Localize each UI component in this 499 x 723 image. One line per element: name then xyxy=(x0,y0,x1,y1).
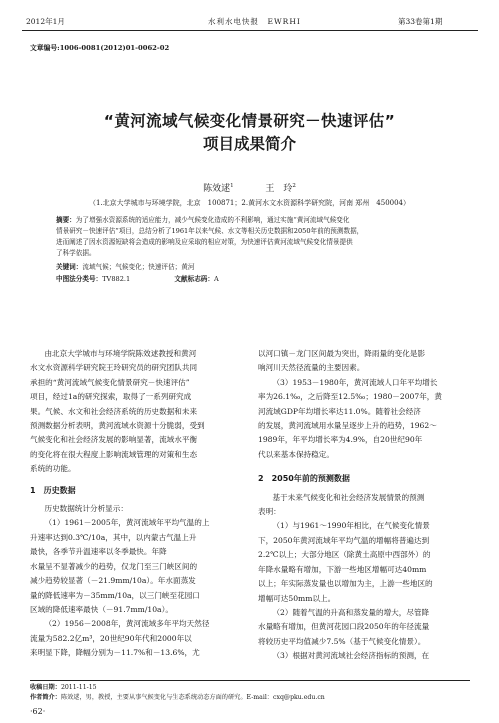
article-title-line1: “黄河流域气候变化情景研究－快速评估” xyxy=(103,112,396,130)
author-2: 王 玲 xyxy=(265,184,293,194)
text-line: （1）与1961～1990年相比，在气候变化情景 xyxy=(272,521,430,531)
text-line: 代以来基本保持稳定。 xyxy=(258,449,334,459)
page-number: ·62· xyxy=(30,707,46,716)
section-2-body xyxy=(258,491,470,664)
text-line: （2）1956－2008年，黄河流域多年平均天然径 xyxy=(44,619,210,629)
text-line: 将较历史平均值减少7.5%（基于气候变化情景）。 xyxy=(258,636,426,646)
text-line: 水量略有增加，但黄河花园口段2050年的年径流量 xyxy=(258,622,430,632)
text-line: 1989年，年平均增长率为4.9%，自20世纪90年 xyxy=(258,435,423,445)
affiliations: （1.北京大学城市与环境学院，北京 100871；2.黄河水文水资源科学研究院，河南 郑州 450004） xyxy=(88,199,411,207)
footnote-rule xyxy=(30,680,470,681)
clc-label: 中图法分类号： xyxy=(56,275,103,283)
abstract-line-4: 了科学依据。 xyxy=(56,249,96,257)
header-journal: 水利水电快报 EWRHI xyxy=(208,17,301,26)
author-1: 陈效逑 xyxy=(203,184,231,194)
text-line: 河流域GDP年均增长率达11.0%。随着社会经济 xyxy=(258,406,421,416)
text-line: 水量呈不显著减少的趋势，仅龙门至三门峡区间的 xyxy=(30,561,198,571)
abstract-label: 摘要： xyxy=(56,216,76,224)
text-line: 的变化将在很大程度上影响流域管理的对策和生态 xyxy=(30,449,198,459)
doc-code-label: 文献标志码： xyxy=(174,275,214,283)
right-paragraphs-a xyxy=(258,347,470,462)
section-2-heading: 2 2050年前的预测数据 xyxy=(258,474,350,484)
author-2-superscript: 2 xyxy=(292,183,296,189)
text-line: 流量为582.2亿m³，20世纪90年代和2000年以 xyxy=(30,633,192,643)
text-line: （3）根据对黄河流域社会经济指标的预测，在 xyxy=(272,651,430,661)
clc-value: TV882.1 xyxy=(102,275,131,283)
header-rule xyxy=(22,30,478,31)
text-line: 由北京大学城市与环境学院陈效逑教授和黄河 xyxy=(44,349,197,358)
keywords-label: 关键词： xyxy=(56,263,83,271)
text-line: 2.2℃以上；大部分地区（除黄土高原中西部外）的 xyxy=(258,550,431,560)
text-line: 项目，经过1a的研究探索，取得了一系列研究成 xyxy=(30,392,192,402)
abstract xyxy=(56,215,448,285)
header-date: 2012年1月 xyxy=(26,17,65,26)
text-line: 气候变化和社会经济发展的影响显著，流域水平衡 xyxy=(30,435,198,445)
text-line: 来明显下降，降幅分别为－11.7%和－13.6%，尤 xyxy=(30,648,200,658)
text-line: 区域的降低速率最快（－91.7mm/10a）。 xyxy=(30,604,173,614)
author-1-superscript: 1 xyxy=(230,183,234,189)
text-line: 基于未来气候变化和社会经济发展情景的预测 xyxy=(272,492,425,502)
text-line: 增幅可达50mm以上。 xyxy=(258,593,336,603)
section-1-heading: 1 历史数据 xyxy=(30,485,76,495)
intro-paragraph xyxy=(30,347,238,477)
doc-code-value: A xyxy=(213,275,219,283)
abstract-line-3: 进而阐述了因水资源短缺将会造成的影响及应采取的相应对策，为快速评估黄河流域气候变化情景提供 xyxy=(56,238,353,246)
text-line: 果。气候、水文和社会经济系统的历史数据和未来 xyxy=(30,406,198,416)
section-1-body xyxy=(30,502,238,660)
article-number: 文章编号:1006-0081(2012)01-0062-02 xyxy=(30,44,170,52)
received-label: 收稿日期： xyxy=(30,684,61,691)
text-line: 量的降低速率为－35mm/10a，以三门峡至花园口 xyxy=(30,590,200,600)
author-line xyxy=(0,181,499,194)
text-line: 表明： xyxy=(258,507,281,517)
right-column xyxy=(258,347,470,664)
abstract-line-2: 情景研究－快速评估”项目，总结分析了1961年以来气候、水文等相关历史数据和2050年前的预测数据， xyxy=(56,227,364,235)
text-line: 承担的“黄河流域气候变化情景研究－快速评估” xyxy=(30,377,190,387)
text-line: （1）1961－2005年，黄河流域年平均气温的上 xyxy=(44,518,210,528)
text-line: 率为26.1‰，之后降至12.5‰；1980－2007年，黄 xyxy=(258,392,442,402)
author-bio-label: 作者简介： xyxy=(30,694,61,701)
text-line: 历史数据统计分析显示： xyxy=(44,504,128,514)
received-value: 2011-11-15 xyxy=(60,684,97,691)
text-line: 以河口镇－龙门区间最为突出，降雨量的变化是影 xyxy=(258,349,426,358)
keywords-text: 流域气候；气候变化；快速评估；黄河 xyxy=(82,263,195,271)
header-volume: 第33卷第1期 xyxy=(398,17,443,26)
text-line: 预测数据分析表明，黄河流域水资源十分脆弱，受到 xyxy=(30,421,205,431)
abstract-line-1: 为了增强水资源系统的适应能力，减少气候变化造成的不利影响，通过实施“黄河流域气候变化 xyxy=(75,216,350,224)
text-line: 水文水资源科学研究院王玲研究员的研究团队共同 xyxy=(30,363,198,373)
left-column xyxy=(30,347,238,661)
text-line: 系统的功能。 xyxy=(30,464,76,474)
article-title-line2: 项目成果简介 xyxy=(202,135,296,153)
footnote xyxy=(30,683,475,703)
text-line: 响河川天然径流量的主要因素。 xyxy=(258,363,365,373)
text-line: 的发展，黄河流域用水量呈逐步上升的趋势，1962～ xyxy=(258,421,437,431)
text-line: 以上；年实际蒸发量也以增加为主，上游一些地区的 xyxy=(258,579,433,589)
text-line: 减少趋势较显著（－21.9mm/10a）。年水面蒸发 xyxy=(30,576,196,586)
text-line: （3）1953－1980年，黄河流域人口年平均增长 xyxy=(272,377,438,387)
text-line: 下，2050年黄河流域年平均气温的增幅将普遍达到 xyxy=(258,535,430,545)
author-bio-text: 陈效逑，男，教授，主要从事气候变化与生态系统动态方面的研究。E-mail：cxq@pku.edu.cn xyxy=(60,694,325,701)
text-line: 最快，各季节升温速率以冬季最快。年降 xyxy=(30,547,167,557)
text-line: 升速率达到0.3℃/10a，其中，以内蒙古气温上升 xyxy=(30,532,197,542)
text-line: （2）随着气温的升高和蒸发量的增大，尽管降 xyxy=(272,607,430,617)
text-line: 年降水量略有增加，下游一些地区增幅可达40mm xyxy=(258,564,427,574)
